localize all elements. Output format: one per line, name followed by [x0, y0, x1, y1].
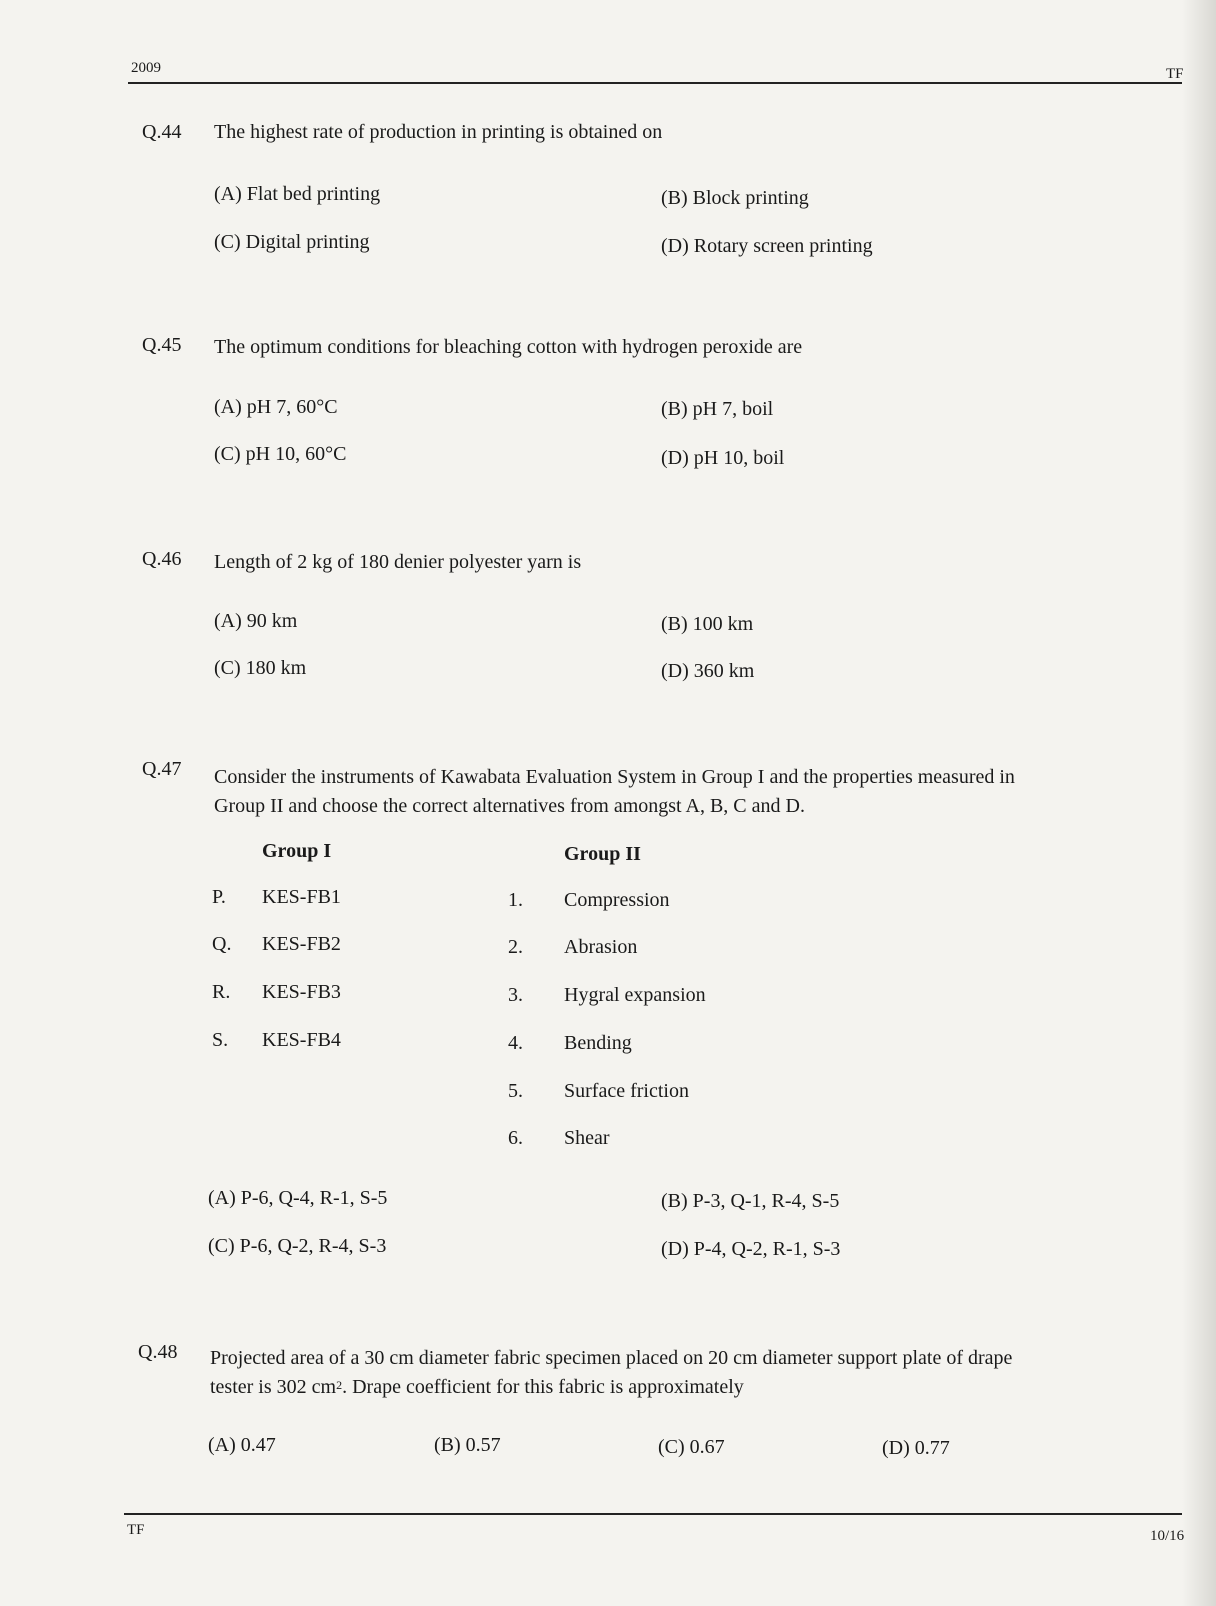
option-b: (B) Block printing — [661, 187, 809, 209]
option-a: (A) pH 7, 60°C — [214, 396, 338, 418]
question-text-line-1: Consider the instruments of Kawabata Evaluation System in Group I and the properties measured in — [214, 766, 1015, 788]
question-number: Q.46 — [142, 548, 182, 570]
header-year: 2009 — [131, 60, 161, 76]
footer-rule — [124, 1513, 1182, 1515]
question-text-part: . Drape coefficient for this fabric is approximately — [342, 1376, 744, 1398]
group-2-item: Bending — [564, 1032, 632, 1054]
option-a: (A) P-6, Q-4, R-1, S-5 — [208, 1187, 388, 1209]
group-2-label: 5. — [508, 1080, 523, 1102]
header-rule — [128, 82, 1182, 84]
option-c: (C) 180 km — [214, 657, 307, 679]
group-2-label: 3. — [508, 984, 523, 1006]
option-b: (B) pH 7, boil — [661, 398, 774, 420]
option-a: (A) Flat bed printing — [214, 183, 381, 205]
page-edge-shadow — [1182, 0, 1216, 1606]
group-1-label: R. — [212, 981, 231, 1003]
option-c: (C) 0.67 — [658, 1436, 725, 1458]
group-1-label: Q. — [212, 933, 232, 955]
group-1-item: KES-FB2 — [262, 933, 341, 955]
question-text-part: tester is 302 cm — [210, 1376, 337, 1398]
footer-code: TF — [127, 1522, 145, 1538]
group-1-item: KES-FB3 — [262, 981, 341, 1003]
option-c: (C) pH 10, 60°C — [214, 443, 347, 465]
group-1-item: KES-FB1 — [262, 886, 341, 908]
option-a: (A) 0.47 — [208, 1434, 276, 1456]
group-2-label: 6. — [508, 1127, 523, 1149]
group-1-label: S. — [212, 1029, 229, 1051]
question-number: Q.48 — [138, 1341, 178, 1363]
option-c: (C) P-6, Q-2, R-4, S-3 — [208, 1235, 387, 1257]
group-2-label: 2. — [508, 936, 523, 958]
question-text: The highest rate of production in printing is obtained on — [214, 121, 663, 143]
group-2-label: 1. — [508, 889, 523, 911]
question-text-line-1: Projected area of a 30 cm diameter fabric specimen placed on 20 cm diameter support plate of drape — [210, 1347, 1013, 1369]
question-number: Q.44 — [142, 121, 182, 143]
option-a: (A) 90 km — [214, 610, 298, 632]
group-2-item: Compression — [564, 889, 670, 911]
group-1-item: KES-FB4 — [262, 1029, 341, 1051]
group-2-item: Hygral expansion — [564, 984, 706, 1006]
option-b: (B) 100 km — [661, 613, 754, 635]
question-text-line-2 — [210, 1372, 744, 1402]
group-2-item: Surface friction — [564, 1080, 689, 1102]
question-text: The optimum conditions for bleaching cotton with hydrogen peroxide are — [214, 336, 803, 358]
group-2-header: Group II — [564, 843, 641, 865]
group-2-item: Shear — [564, 1127, 610, 1149]
group-1-header: Group I — [262, 840, 332, 862]
question-text: Length of 2 kg of 180 denier polyester yarn is — [214, 551, 582, 573]
group-2-item: Abrasion — [564, 936, 638, 958]
option-b: (B) P-3, Q-1, R-4, S-5 — [661, 1190, 840, 1212]
superscript: 2 — [336, 1378, 343, 1392]
option-d: (D) P-4, Q-2, R-1, S-3 — [661, 1238, 841, 1260]
option-d: (D) Rotary screen printing — [661, 235, 873, 257]
question-text-line-2: Group II and choose the correct alternatives from amongst A, B, C and D. — [214, 795, 805, 817]
group-1-label: P. — [212, 886, 226, 908]
option-b: (B) 0.57 — [434, 1434, 501, 1456]
question-number: Q.45 — [142, 334, 182, 356]
option-d: (D) 360 km — [661, 660, 755, 682]
header-code: TF — [1166, 66, 1184, 82]
option-c: (C) Digital printing — [214, 231, 370, 253]
page-number: 10/16 — [1150, 1528, 1185, 1544]
option-d: (D) 0.77 — [882, 1437, 950, 1459]
option-d: (D) pH 10, boil — [661, 447, 785, 469]
group-2-label: 4. — [508, 1032, 523, 1054]
question-number: Q.47 — [142, 758, 182, 780]
